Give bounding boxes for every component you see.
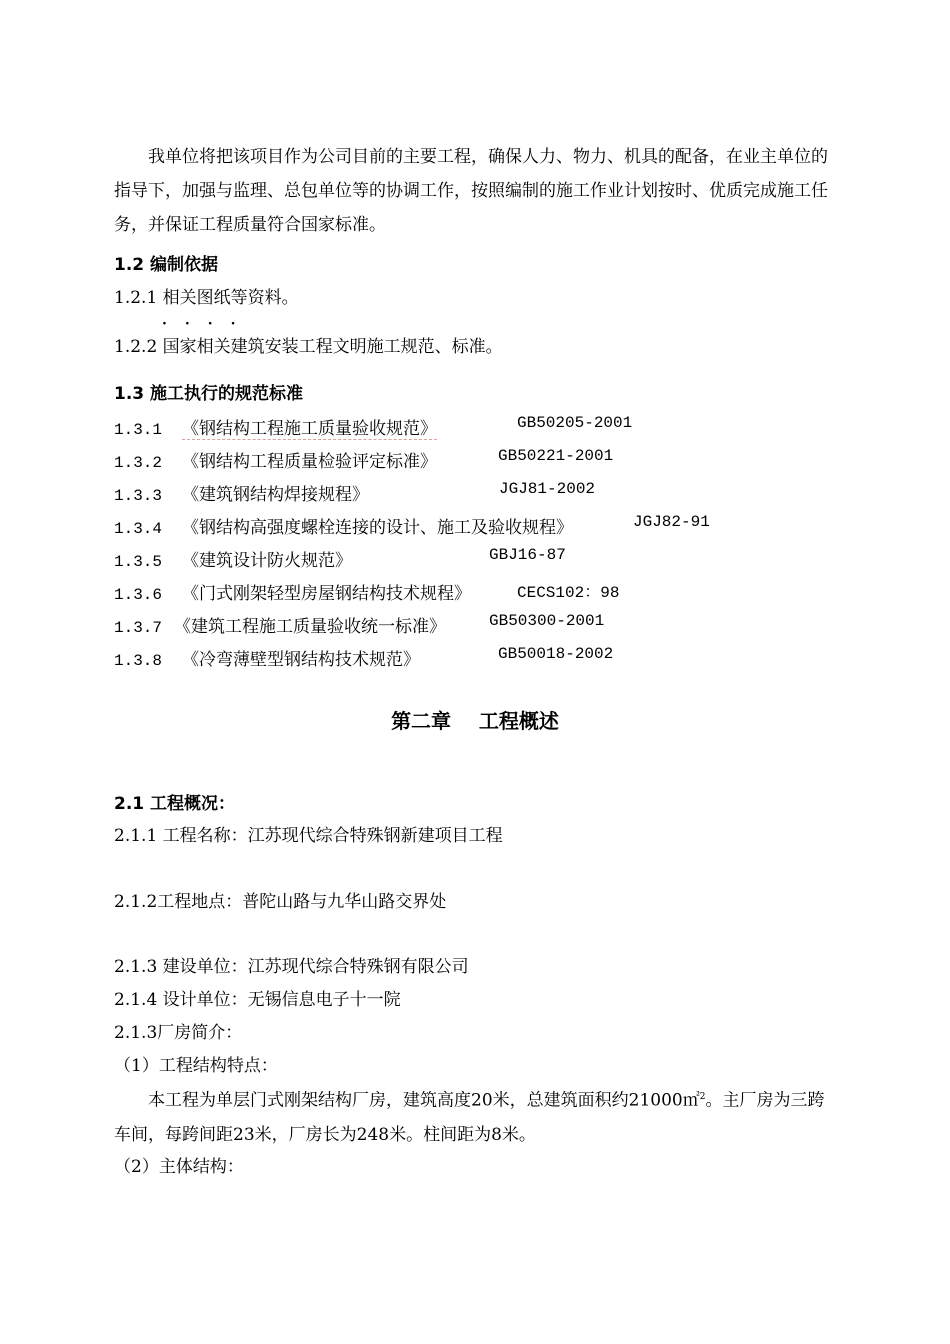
structure-feature-heading: （1）工程结构特点： — [114, 1056, 278, 1076]
standard-row — [114, 612, 605, 637]
standard-num: 1.3.4 — [114, 520, 163, 538]
area-superscript: 2 — [699, 1092, 706, 1102]
project-name: 2.1.1 工程名称：江苏现代综合特殊钢新建项目工程 — [114, 826, 503, 846]
standard-title: 《钢结构工程施工质量验收规范》 — [182, 419, 437, 439]
standard-row — [114, 513, 710, 538]
standard-num: 1.3.6 — [114, 586, 163, 604]
item-1-2-1: 1.2.1 相关图纸等资料。 — [114, 288, 299, 308]
standard-code: JGJ81-2002 — [499, 480, 596, 498]
standard-code: GBJ16-87 — [489, 546, 566, 564]
feature-text-part-a: 本工程为单层门式刚架结构厂房，建筑高度20米，总建筑面积约21000㎡ — [148, 1090, 700, 1111]
standard-code: GB50205-2001 — [517, 414, 633, 432]
standard-num: 1.3.5 — [114, 553, 163, 571]
standard-code: CECS102：98 — [517, 584, 620, 602]
intro-paragraph: 我单位将把该项目作为公司目前的主要工程，确保人力、物力、机具的配备，在业主单位的指导下，加强与监理、总包单位等的协调工作，按照编制的施工作业计划按时、优质完成施工任务，并保证工程质量符合国家标准。 — [114, 147, 828, 235]
standard-code: GB50018-2002 — [498, 645, 614, 663]
section-1-3-heading: 1.3 施工执行的规范标准 — [114, 384, 304, 404]
section-2-1-heading: 2.1 工程概况： — [114, 794, 236, 814]
emphasis-dots: ···· — [162, 316, 254, 332]
chapter-title: 工程概述 — [478, 709, 559, 733]
standard-title: 《建筑钢结构焊接规程》 — [182, 485, 369, 505]
main-structure-heading: （2）主体结构： — [114, 1157, 244, 1177]
standard-num: 1.3.3 — [114, 487, 163, 505]
standard-num: 1.3.1 — [114, 421, 163, 439]
standard-row — [114, 447, 614, 472]
standard-title: 《建筑工程施工质量验收统一标准》 — [174, 617, 446, 637]
standard-num: 1.3.8 — [114, 652, 163, 670]
standard-row — [114, 579, 620, 604]
project-location: 2.1.2工程地点：普陀山路与九华山路交界处 — [114, 892, 447, 912]
standard-code: JGJ82-91 — [633, 513, 710, 531]
standard-title: 《建筑设计防火规范》 — [182, 551, 352, 571]
standard-code: GB50221-2001 — [498, 447, 614, 465]
chapter-number: 第二章 — [391, 709, 452, 733]
standard-row — [114, 546, 566, 571]
standard-row — [114, 480, 596, 505]
feature-text-part-b: 。主厂房为三跨车间，每跨间距23米，厂房长为248米。柱间距为8米。 — [114, 1090, 825, 1145]
structure-feature-text — [114, 1080, 838, 1152]
plant-intro: 2.1.3厂房简介： — [114, 1023, 243, 1043]
chapter-heading — [0, 705, 950, 734]
item-1-2-2: 1.2.2 国家相关建筑安装工程文明施工规范、标准。 — [114, 337, 503, 357]
standard-code: GB50300-2001 — [489, 612, 605, 630]
standard-title: 《门式刚架轻型房屋钢结构技术规程》 — [182, 584, 471, 604]
standard-row — [114, 645, 614, 670]
standard-title: 《钢结构工程质量检验评定标准》 — [182, 452, 437, 472]
standard-title: 《钢结构高强度螺栓连接的设计、施工及验收规程》 — [182, 518, 573, 538]
standard-num: 1.3.7 — [114, 619, 163, 637]
design-unit: 2.1.4 设计单位：无锡信息电子十一院 — [114, 990, 401, 1010]
section-1-2-heading: 1.2 编制依据 — [114, 255, 219, 275]
standard-row — [114, 414, 633, 439]
standard-num: 1.3.2 — [114, 454, 163, 472]
standard-title: 《冷弯薄壁型钢结构技术规范》 — [182, 650, 420, 670]
builder-unit: 2.1.3 建设单位：江苏现代综合特殊钢有限公司 — [114, 957, 469, 977]
